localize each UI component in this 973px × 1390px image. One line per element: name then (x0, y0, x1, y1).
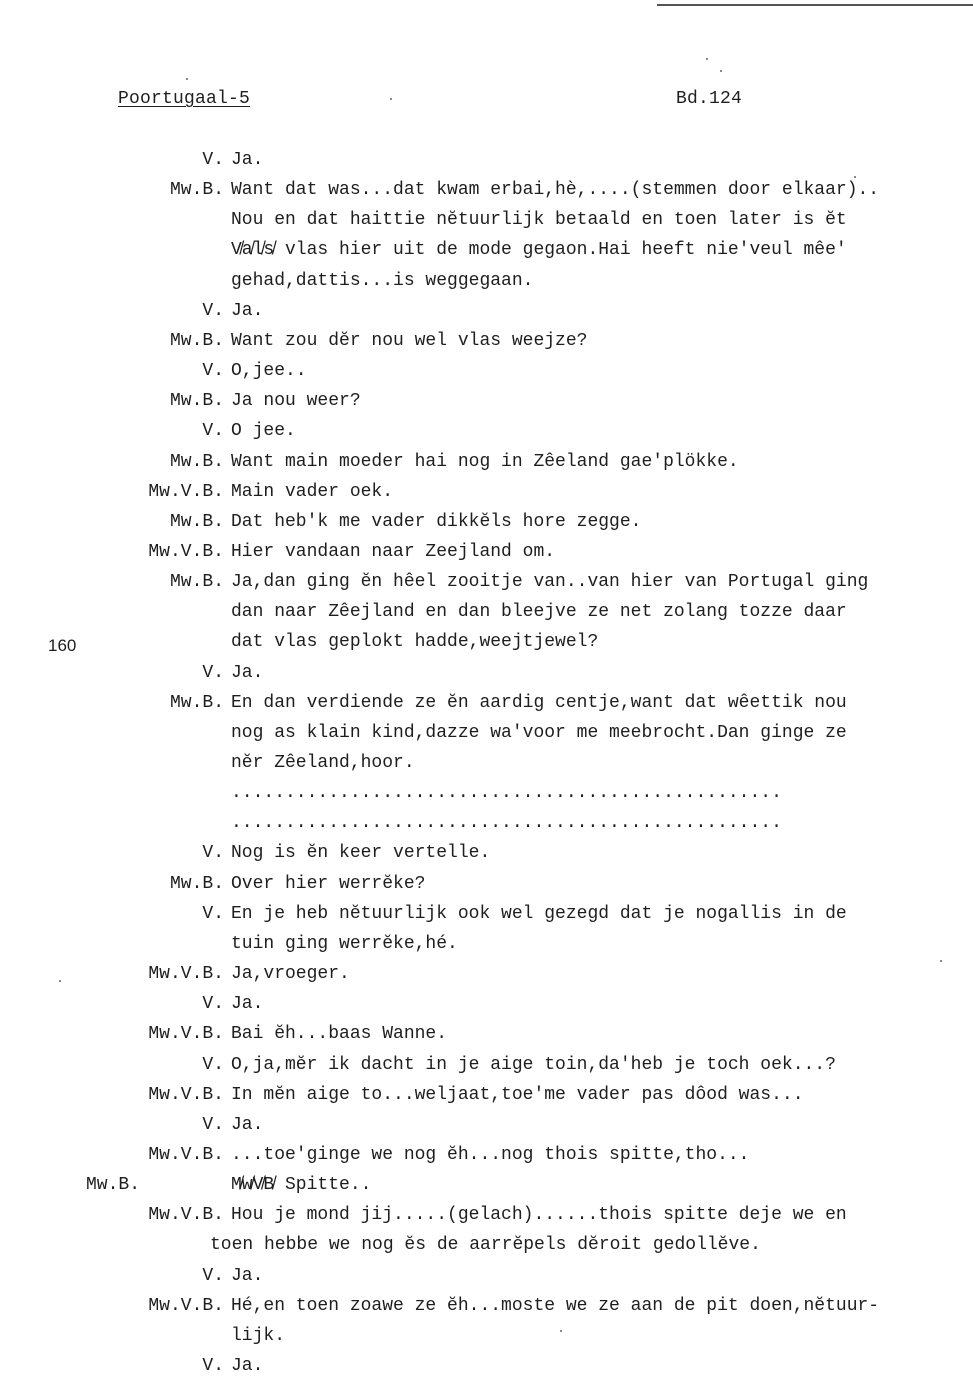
speaker-label: Mw.B. (169, 873, 224, 894)
transcript-line (0, 482, 973, 512)
transcript-line (0, 572, 973, 602)
speaker-label: Mw.B. (169, 692, 224, 713)
speaker-label: Mw.V.B. (148, 481, 224, 502)
utterance-text: In mĕn aige to...weljaat,toe'me vader pas dôod was... (231, 1084, 804, 1105)
transcript-line (0, 964, 973, 994)
speaker-label: Mw.B. (169, 391, 224, 412)
speaker-label: V. (202, 361, 224, 381)
transcript-line (0, 874, 973, 904)
utterance-text: En je heb nĕtuurlijk ook wel gezegd dat je nogallis in de (231, 903, 847, 924)
transcript-line (0, 452, 973, 482)
transcript-line (0, 1085, 973, 1115)
utterance-text: Hier vandaan naar Zeejland om. (231, 542, 556, 562)
utterance-text: Ja. (231, 1265, 264, 1286)
transcript-line (0, 994, 973, 1024)
speaker-label: V. (202, 1356, 224, 1376)
utterance-text: Ja. (231, 1356, 264, 1376)
utterance-text: lijk. (231, 1325, 286, 1346)
scan-speck (390, 98, 392, 100)
speaker-label: Mw.V.B. (148, 542, 224, 562)
utterance-text: O,ja,mĕr ik dacht in je aige toin,da'heb je toch oek...? (231, 1054, 836, 1075)
utterance-text: dan naar Zêejland en dan bleejve ze net zolang tozze daar (231, 602, 847, 623)
top-rule (657, 4, 973, 6)
transcript-line (0, 632, 973, 662)
speaker-label: V. (202, 843, 224, 864)
transcript-line (0, 1266, 973, 1296)
utterance-text: Dat heb'k me vader dikkĕls hore zegge. (231, 511, 642, 532)
utterance-text: Ja. (231, 150, 264, 170)
speaker-label: Mw.B. (169, 511, 224, 532)
transcript-line (0, 240, 973, 270)
utterance-text: tuin ging werrĕke,hé. (231, 933, 458, 954)
transcript-line (0, 1115, 973, 1145)
utterance-text: M̸w̸V̸B̸ Spitte.. (231, 1175, 372, 1196)
transcript-line (0, 1175, 973, 1205)
speaker-label: Mw.B. (169, 572, 224, 593)
scan-speck (59, 980, 61, 982)
scan-speck (186, 78, 188, 80)
transcript-line (0, 391, 973, 421)
utterance-text: ................................................... (231, 813, 782, 834)
utterance-text: Ja nou weer? (231, 391, 361, 412)
speaker-label: Mw.V.B. (148, 1024, 224, 1045)
speaker-label: V. (202, 150, 224, 170)
speaker-label: Mw.B. (169, 451, 224, 472)
transcript-line (0, 301, 973, 331)
utterance-text: Want dat was...dat kwam erbai,hè,....(stemmen door elkaar).. (231, 180, 880, 201)
transcript-line (0, 542, 973, 572)
transcript-line (0, 753, 973, 783)
speaker-label: V. (202, 1265, 224, 1286)
transcript-line (0, 602, 973, 632)
utterance-text: Ja. (231, 662, 264, 683)
speaker-label: Mw.V.B. (148, 1144, 224, 1165)
utterance-text: toen hebbe we nog ĕs de aarrĕpels dĕroit gedollĕve. (210, 1235, 761, 1256)
transcript-line (0, 693, 973, 723)
transcript-line (0, 1145, 973, 1175)
utterance-text: dat vlas geplokt hadde,weejtjewel? (231, 632, 599, 653)
transcript-line (0, 1055, 973, 1085)
speaker-label: V. (202, 300, 224, 321)
scan-speck (706, 58, 708, 60)
transcript-line (0, 934, 973, 964)
transcript-line (0, 1024, 973, 1054)
scan-speck (940, 960, 942, 962)
speaker-label: Mw.B. (86, 1175, 141, 1196)
utterance-text: Ja,vroeger. (231, 964, 350, 984)
transcript-line (0, 331, 973, 361)
utterance-text: O,jee.. (231, 361, 307, 381)
transcript-line (0, 843, 973, 873)
utterance-text: Ja. (231, 1114, 264, 1135)
utterance-text: Ja,dan ging ĕn hêel zooitje van..van hier van Portugal ging (231, 572, 869, 593)
transcript-line (0, 421, 973, 451)
utterance-text: Main vader oek. (231, 481, 394, 502)
transcript-line (0, 1235, 973, 1265)
utterance-text: Hé,en toen zoawe ze ĕh...moste we ze aan de pit doen,nĕtuur- (231, 1295, 880, 1316)
transcript-line (0, 723, 973, 753)
speaker-label: Mw.B. (169, 330, 224, 351)
utterance-text: Bai ĕh...baas Wanne. (231, 1024, 448, 1045)
transcript-line (0, 180, 973, 210)
utterance-text: Nou en dat haittie nĕtuurlijk betaald en toen later is ĕt (231, 210, 847, 231)
line-number: 160 (48, 636, 77, 655)
utterance-text: nog as klain kind,dazze wa'voor me meebrocht.Dan ginge ze (231, 722, 847, 743)
transcript-line (0, 210, 973, 240)
utterance-text: gehad,dattis...is weggegaan. (231, 270, 534, 291)
transcript-line (0, 271, 973, 301)
speaker-label: Mw.B. (169, 180, 224, 201)
transcript-line (0, 512, 973, 542)
scan-speck (854, 176, 856, 178)
page-reference: Bd.124 (676, 89, 743, 109)
utterance-text: Want zou dĕr nou wel vlas weejze? (231, 330, 588, 351)
speaker-label: Mw.V.B. (148, 1084, 224, 1105)
transcript-line (0, 783, 973, 813)
utterance-text: ................................................... (231, 783, 782, 804)
speaker-label: V. (202, 421, 224, 442)
transcript-line (0, 150, 973, 180)
utterance-text: Ja. (231, 994, 264, 1015)
utterance-text: Want main moeder hai nog in Zêeland gae'plökke. (231, 451, 739, 472)
transcript-line (0, 1296, 973, 1326)
transcript-line (0, 663, 973, 693)
speaker-label: V. (202, 1054, 224, 1075)
utterance-text: O jee. (231, 421, 296, 442)
utterance-text: Nog is ĕn keer vertelle. (231, 843, 491, 864)
utterance-text: V̸a̸l̸s̸ vlas hier uit de mode gegaon.Hai heeft nie'veul mêe' (231, 240, 847, 261)
utterance-text: En dan verdiende ze ĕn aardig centje,want dat wêettik nou (231, 692, 847, 713)
speaker-label: Mw.V.B. (148, 964, 224, 984)
transcript-line (0, 813, 973, 843)
scan-speck (720, 70, 722, 72)
speaker-label: V. (202, 1114, 224, 1135)
transcript-line (0, 1326, 973, 1356)
utterance-text: Over hier werrĕke? (231, 873, 426, 894)
speaker-label: Mw.V.B. (148, 1205, 224, 1226)
speaker-label: V. (202, 903, 224, 924)
document-title: Poortugaal-5 (118, 89, 251, 109)
utterance-text: nĕr Zêeland,hoor. (231, 753, 415, 773)
transcript-line (0, 361, 973, 391)
utterance-text: ...toe'ginge we nog ĕh...nog thois spitte,tho... (231, 1144, 750, 1165)
utterance-text: Ja. (231, 300, 264, 321)
transcript-line (0, 1205, 973, 1235)
utterance-text: Hou je mond jij.....(gelach)......thois spitte deje we en (231, 1205, 847, 1226)
speaker-label: V. (202, 994, 224, 1015)
transcript-line (0, 1356, 973, 1386)
transcript-line (0, 904, 973, 934)
speaker-label: V. (202, 662, 224, 683)
scan-speck (560, 1330, 562, 1332)
speaker-label: Mw.V.B. (148, 1295, 224, 1316)
